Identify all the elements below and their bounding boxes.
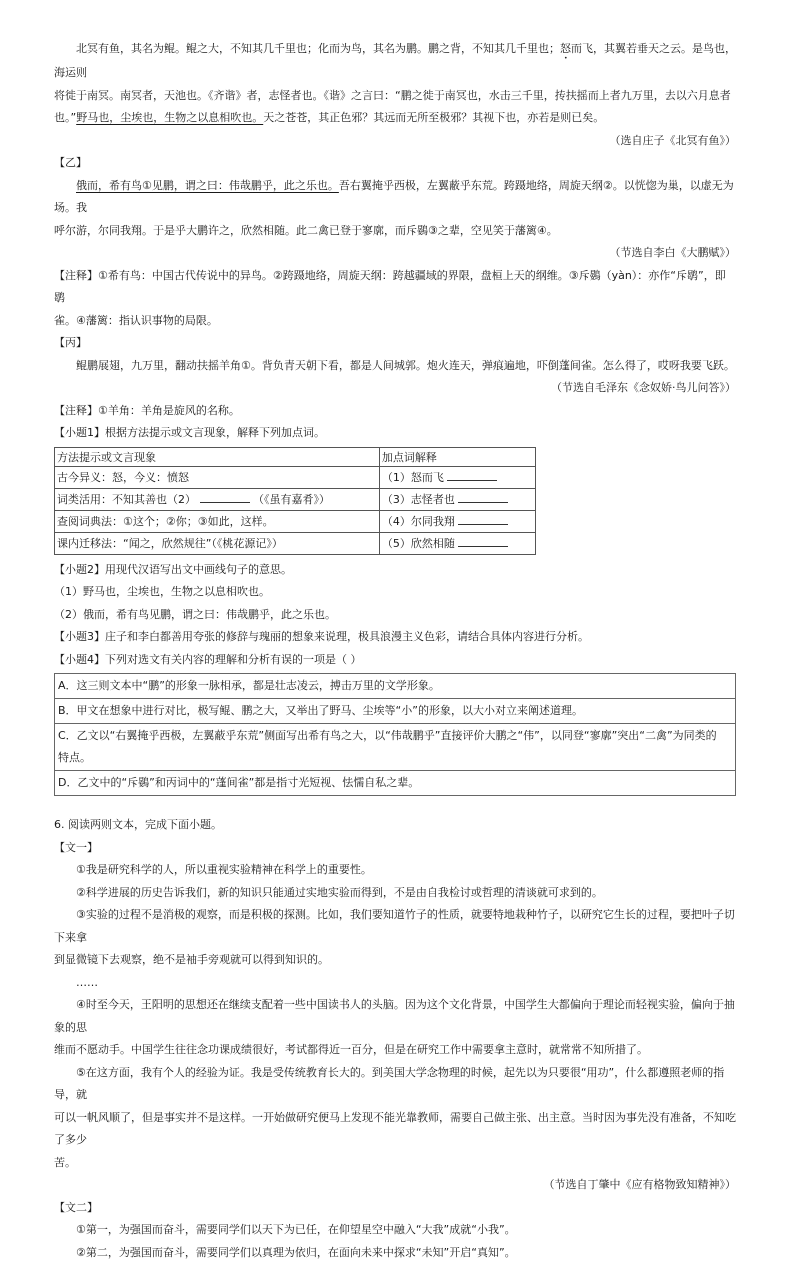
- bing-heading: 【丙】: [54, 332, 736, 355]
- q1-table: [54, 447, 536, 555]
- bing-source: （节选自毛泽东《念奴娇·鸟儿问答》）: [54, 377, 736, 400]
- wen2-p1: ①第一，为强国而奋斗，需要同学们以天下为已任，在仰望星空中融入“大我”成就“小我”。: [54, 1219, 736, 1242]
- option-b[interactable]: B．甲文在想象中进行对比，极写鲲、鹏之大，又举出了野马、尘埃等“小”的形象，以大小对立来阐述道理。: [55, 699, 736, 724]
- table-cell: （3）志怪者也: [379, 488, 535, 510]
- wen1-p3a: ③实验的过程不是消极的观察，而是积极的探测。比如，我们要知道竹子的性质，就要特地栽种竹子，以研究它生长的过程，要把叶子切下来拿: [54, 904, 736, 949]
- q4-options-table: [54, 673, 736, 796]
- option-row: [55, 724, 736, 771]
- yi-note-2: 雀。④藩篱：指认识事物的局限。: [54, 310, 736, 333]
- wen1-p4b: 维而不愿动手。中国学生往往念功课成绩很好，考试都得近一百分，但是在研究工作中需要拿主意时，就常常不知所措了。: [54, 1039, 736, 1062]
- table-cell: 课内迁移法：“闻之，欣然规往”（《桃花源记》）: [55, 532, 380, 554]
- yi-line-2: 呼尔游，尔同我翔。于是乎大鹏许之，欣然相随。此二禽已登于寥廓，而斥鷃③之辈，空见笑于藩篱④。: [54, 220, 736, 243]
- table-cell: 词类活用：不知其善也（2） （《虽有嘉肴》）: [55, 488, 380, 510]
- q1-title: 【小题1】根据方法提示或文言现象，解释下列加点词。: [54, 422, 736, 445]
- table-row: [55, 488, 536, 510]
- q2-title: 【小题2】用现代汉语写出文中画线句子的意思。: [54, 559, 736, 582]
- wen1-p5c: 苦。: [54, 1152, 736, 1175]
- wen2-p2: ②第二，为强国而奋斗，需要同学们以真理为依归，在面向未来中探求“未知”开启“真知”。: [54, 1242, 736, 1264]
- yi-line-1: 俄而，希有鸟①见鹏，谓之曰：伟哉鹏乎，此之乐也。吾右翼掩乎西极，左翼蔽乎东荒。跨蹑地络，周旋天纲②。以恍惚为巢，以虚无为场。我: [54, 175, 736, 220]
- document-page: [54, 38, 736, 1264]
- jia-line-3: 也。”野马也，尘埃也，生物之以息相吹也。天之苍苍，其正色邪？其远而无所至极邪？其视下也，亦若是则已矣。: [54, 107, 736, 130]
- table-cell: 查阅词典法：①这个；②你；③如此，这样。: [55, 510, 380, 532]
- bing-note: 【注释】①羊角：羊角是旋风的名称。: [54, 400, 736, 423]
- wen1-source: （节选自丁肇中《应有格物致知精神》）: [54, 1174, 736, 1197]
- wen1-ellipsis: ……: [54, 972, 736, 995]
- option-row: [55, 771, 736, 796]
- q6-title: 6. 阅读两则文本，完成下面小题。: [54, 814, 736, 837]
- wen1-p2: ②科学进展的历史告诉我们，新的知识只能通过实地实验而得到，不是由自我检讨或哲理的清谈就可求到的。: [54, 882, 736, 905]
- wen1-p5b: 可以一帆风顺了，但是事实并不是这样。一开始做研究便马上发现不能光靠教师，需要自己做主张、出主意。当时因为事先没有准备，不知吃了多少: [54, 1107, 736, 1152]
- yi-source: （节选自李白《大鹏赋》）: [54, 242, 736, 265]
- table-header-cell: 方法提示或文言现象: [55, 447, 380, 466]
- table-cell: （1）怒而飞: [379, 466, 535, 488]
- wen1-p4a: ④时至今天，王阳明的思想还在继续支配着一些中国读书人的头脑。因为这个文化背景，中国学生大都偏向于理论而轻视实验，偏向于抽象的思: [54, 994, 736, 1039]
- q2-item-2: （2）俄而，希有鸟见鹏，谓之曰：伟哉鹏乎，此之乐也。: [54, 604, 736, 627]
- option-a[interactable]: A．这三则文本中“鹏”的形象一脉相承，都是壮志凌云，搏击万里的文学形象。: [55, 674, 736, 699]
- jia-source: （选自庄子《北冥有鱼》）: [54, 130, 736, 153]
- wen1-heading: 【文一】: [54, 837, 736, 860]
- yi-heading: 【乙】: [54, 152, 736, 175]
- wen2-heading: 【文二】: [54, 1197, 736, 1220]
- table-cell: （4）尔同我翔: [379, 510, 535, 532]
- table-row: [55, 466, 536, 488]
- wen1-p5a: ⑤在这方面，我有个人的经验为证。我是受传统教育长大的。到美国大学念物理的时候，起先以为只要很“用功”，什么都遵照老师的指导，就: [54, 1062, 736, 1107]
- answer-blank[interactable]: [458, 492, 508, 503]
- answer-blank[interactable]: [458, 536, 508, 547]
- yi-note-1: 【注释】①希有鸟：中国古代传说中的异鸟。②跨蹑地络，周旋天纲：跨越疆域的界限，盘桓上天的纲维。③斥鷃（yàn）：亦作“斥鹖”，即鹖: [54, 265, 736, 310]
- option-row: [55, 674, 736, 699]
- answer-blank[interactable]: [447, 470, 497, 481]
- option-d[interactable]: D．乙文中的“斥鷃”和丙词中的“蓬间雀”都是指寸光短视、怯懦自私之辈。: [55, 771, 736, 796]
- q2-item-1: （1）野马也，尘埃也，生物之以息相吹也。: [54, 581, 736, 604]
- table-row: [55, 532, 536, 554]
- table-header-cell: 加点词解释: [379, 447, 535, 466]
- table-row: [55, 510, 536, 532]
- answer-blank[interactable]: [200, 492, 250, 503]
- table-header-row: [55, 447, 536, 466]
- underlined-sentence: 俄而，希有鸟①见鹏，谓之曰：伟哉鹏乎，此之乐也。: [76, 179, 339, 192]
- wen1-p3b: 到显微镜下去观察，绝不是袖手旁观就可以得到知识的。: [54, 949, 736, 972]
- bing-line-1: 鲲鹏展翅，九万里，翻动扶摇羊角①。背负青天朝下看，都是人间城郭。炮火连天，弹痕遍地，吓倒蓬间雀。怎么得了，哎呀我要飞跃。: [54, 355, 736, 378]
- wen1-p1: ①我是研究科学的人，所以重视实验精神在科学上的重要性。: [54, 859, 736, 882]
- jia-line-2: 将徙于南冥。南冥者，天池也。《齐谐》者，志怪者也。《谐》之言曰：“鹏之徙于南冥也，水击三千里，抟扶摇而上者九万里，去以六月息者: [54, 85, 736, 108]
- option-c[interactable]: C．乙文以“右翼掩乎西极，左翼蔽乎东荒”侧面写出希有鸟之大，以“伟哉鹏乎”直接评价大鹏之“伟”，以同登“寥廓”突出“二禽”为同类的 特点。: [55, 724, 736, 771]
- jia-line-1: 北冥有鱼，其名为鲲。鲲之大，不知其几千里也；化而为鸟，其名为鹏。鹏之背，不知其几千里也；怒而飞，其翼若垂天之云。是鸟也，海运则: [54, 38, 736, 85]
- table-cell: （5）欣然相随: [379, 532, 535, 554]
- q4-title: 【小题4】下列对选文有关内容的理解和分析有误的一项是（ ）: [54, 649, 736, 672]
- table-cell: 古今异义：怒，今义：愤怒: [55, 466, 380, 488]
- option-row: [55, 699, 736, 724]
- underlined-sentence: 野马也，尘埃也，生物之以息相吹也。: [76, 111, 263, 124]
- q3-title: 【小题3】庄子和李白都善用夸张的修辞与瑰丽的想象来说理，极具浪漫主义色彩，请结合具体内容进行分析。: [54, 626, 736, 649]
- dotted-word: 怒: [560, 42, 571, 55]
- answer-blank[interactable]: [458, 514, 508, 525]
